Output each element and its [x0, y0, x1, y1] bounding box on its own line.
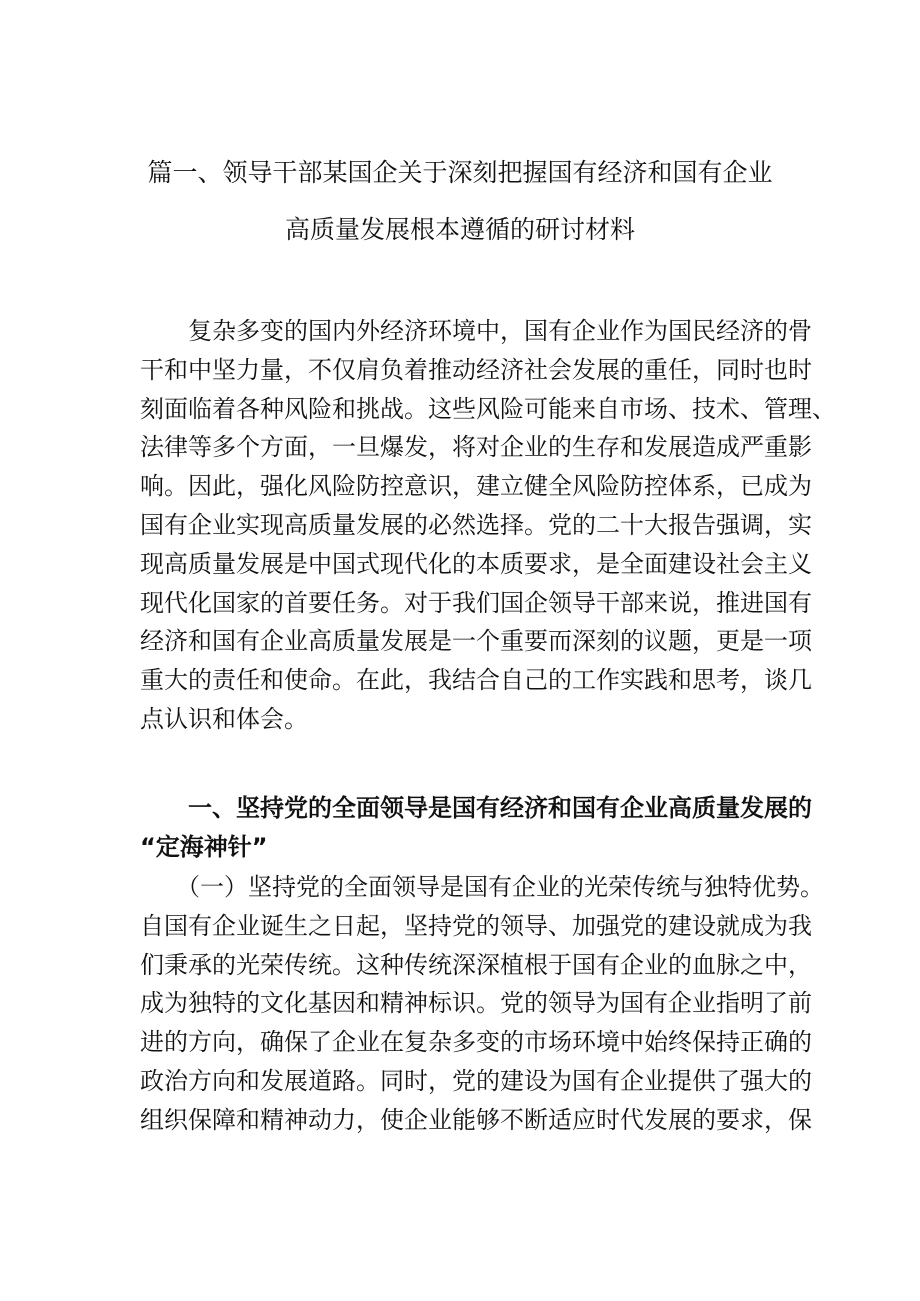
- heading-line: 一、坚持党的全面领导是国有经济和国有企业高质量发展的: [140, 794, 812, 822]
- section-paragraph-1: [140, 868, 824, 1140]
- paragraph-line: 国有企业实现高质量发展的必然选择。党的二十大报告强调，实: [140, 510, 812, 539]
- paragraph-line: 进的方向，确保了企业在复杂多变的市场环境中始终保持正确的: [140, 1028, 812, 1057]
- paragraph-line: 复杂多变的国内外经济环境中，国有企业作为国民经济的骨: [140, 317, 812, 345]
- document-title-line-2: 高质量发展根本遵循的研讨材料: [284, 215, 635, 244]
- paragraph-line: 法律等多个方面，一旦爆发，将对企业的生存和发展造成严重影: [140, 433, 812, 462]
- paragraph-line: 重大的责任和使命。在此，我结合自己的工作实践和思考，谈几: [140, 666, 812, 695]
- paragraph-line: 现代化国家的首要任务。对于我们国企领导干部来说，推进国有: [140, 588, 812, 617]
- paragraph-line: 现高质量发展是中国式现代化的本质要求，是全面建设社会主义: [140, 549, 812, 578]
- paragraph-line: 刻面临着各种风险和挑战。这些风险可能来自市场、技术、管理、: [140, 394, 836, 423]
- intro-paragraph: [140, 312, 836, 739]
- paragraph-line: 点认识和体会。: [140, 704, 308, 733]
- section-heading-1: [140, 789, 820, 867]
- paragraph-line: 们秉承的光荣传统。这种传统深深植根于国有企业的血脉之中，: [140, 950, 812, 979]
- heading-line: “定海神针”: [140, 832, 268, 861]
- paragraph-line: 响。因此，强化风险防控意识，建立健全风险防控体系，已成为: [140, 472, 812, 501]
- paragraph-line: 政治方向和发展道路。同时，党的建设为国有企业提供了强大的: [140, 1066, 812, 1095]
- paragraph-line: （一）坚持党的全面领导是国有企业的光荣传统与独特优势。: [140, 873, 824, 901]
- document-title-line-1: 篇一、领导干部某国企关于深刻把握国有经济和国有企业: [147, 158, 773, 187]
- paragraph-line: 干和中坚力量，不仅肩负着推动经济社会发展的重任，同时也时: [140, 355, 812, 384]
- paragraph-line: 经济和国有企业高质量发展是一个重要而深刻的议题，更是一项: [140, 627, 812, 656]
- paragraph-line: 自国有企业诞生之日起，坚持党的领导、加强党的建设就成为我: [140, 911, 812, 940]
- paragraph-line: 成为独特的文化基因和精神标识。党的领导为国有企业指明了前: [140, 989, 812, 1018]
- paragraph-line: 组织保障和精神动力，使企业能够不断适应时代发展的要求，保: [140, 1105, 812, 1134]
